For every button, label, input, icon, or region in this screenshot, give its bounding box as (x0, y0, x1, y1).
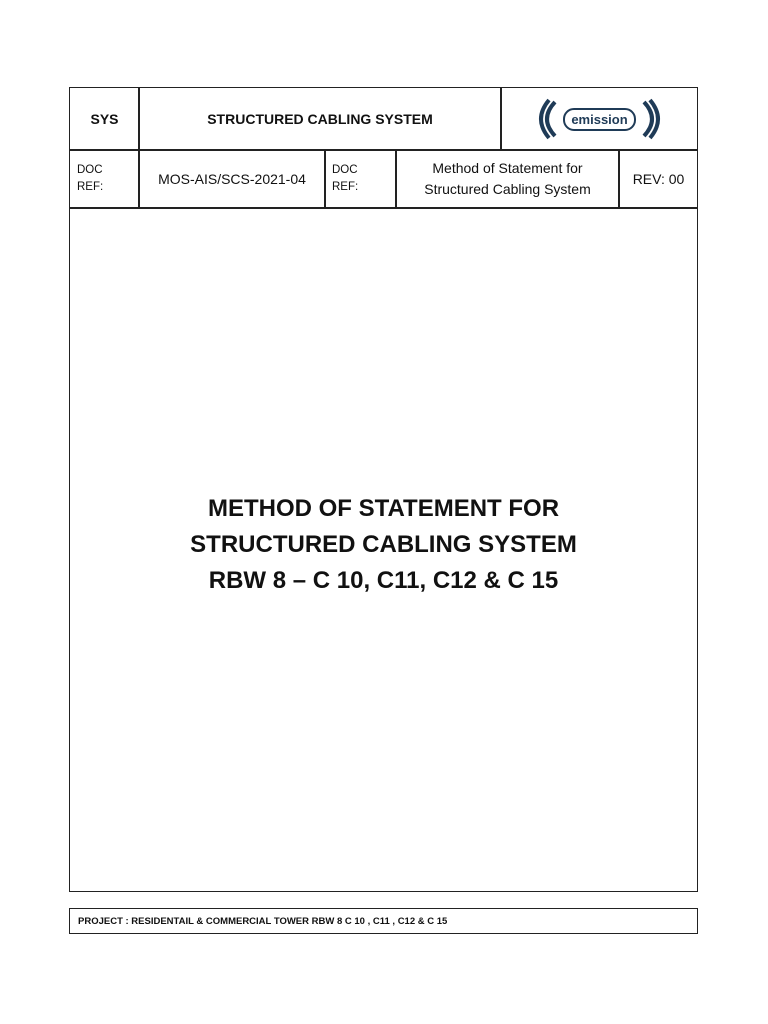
doc-ref-label-left: DOC REF: (77, 164, 104, 193)
signal-right-icon (638, 98, 664, 140)
signal-left-icon (535, 98, 561, 140)
company-logo (501, 88, 698, 150)
document-frame (69, 87, 698, 892)
system-title: STRUCTURED CABLING SYSTEM (207, 111, 433, 127)
doc-ref-value-left: MOS-AIS/SCS-2021-04 (158, 171, 306, 187)
doc-ref-value-right: Method of Statement for Structured Cabling System (424, 160, 591, 197)
sys-label: SYS (90, 111, 119, 127)
title-line-2: STRUCTURED CABLING SYSTEM (190, 531, 577, 558)
revision: REV: 00 (632, 171, 685, 187)
title-line-1: METHOD OF STATEMENT FOR (207, 495, 560, 522)
doc-ref-label-right: DOC REF: (332, 164, 359, 193)
logo-text: emission (563, 108, 635, 131)
document-title (70, 491, 697, 599)
project-footer: PROJECT : RESIDENTAIL & COMMERCIAL TOWER RBW 8 C 10 , C11 , C12 & C 15 (69, 908, 698, 934)
title-line-3: RBW 8 – C 10, C11, C12 & C 15 (208, 567, 559, 594)
